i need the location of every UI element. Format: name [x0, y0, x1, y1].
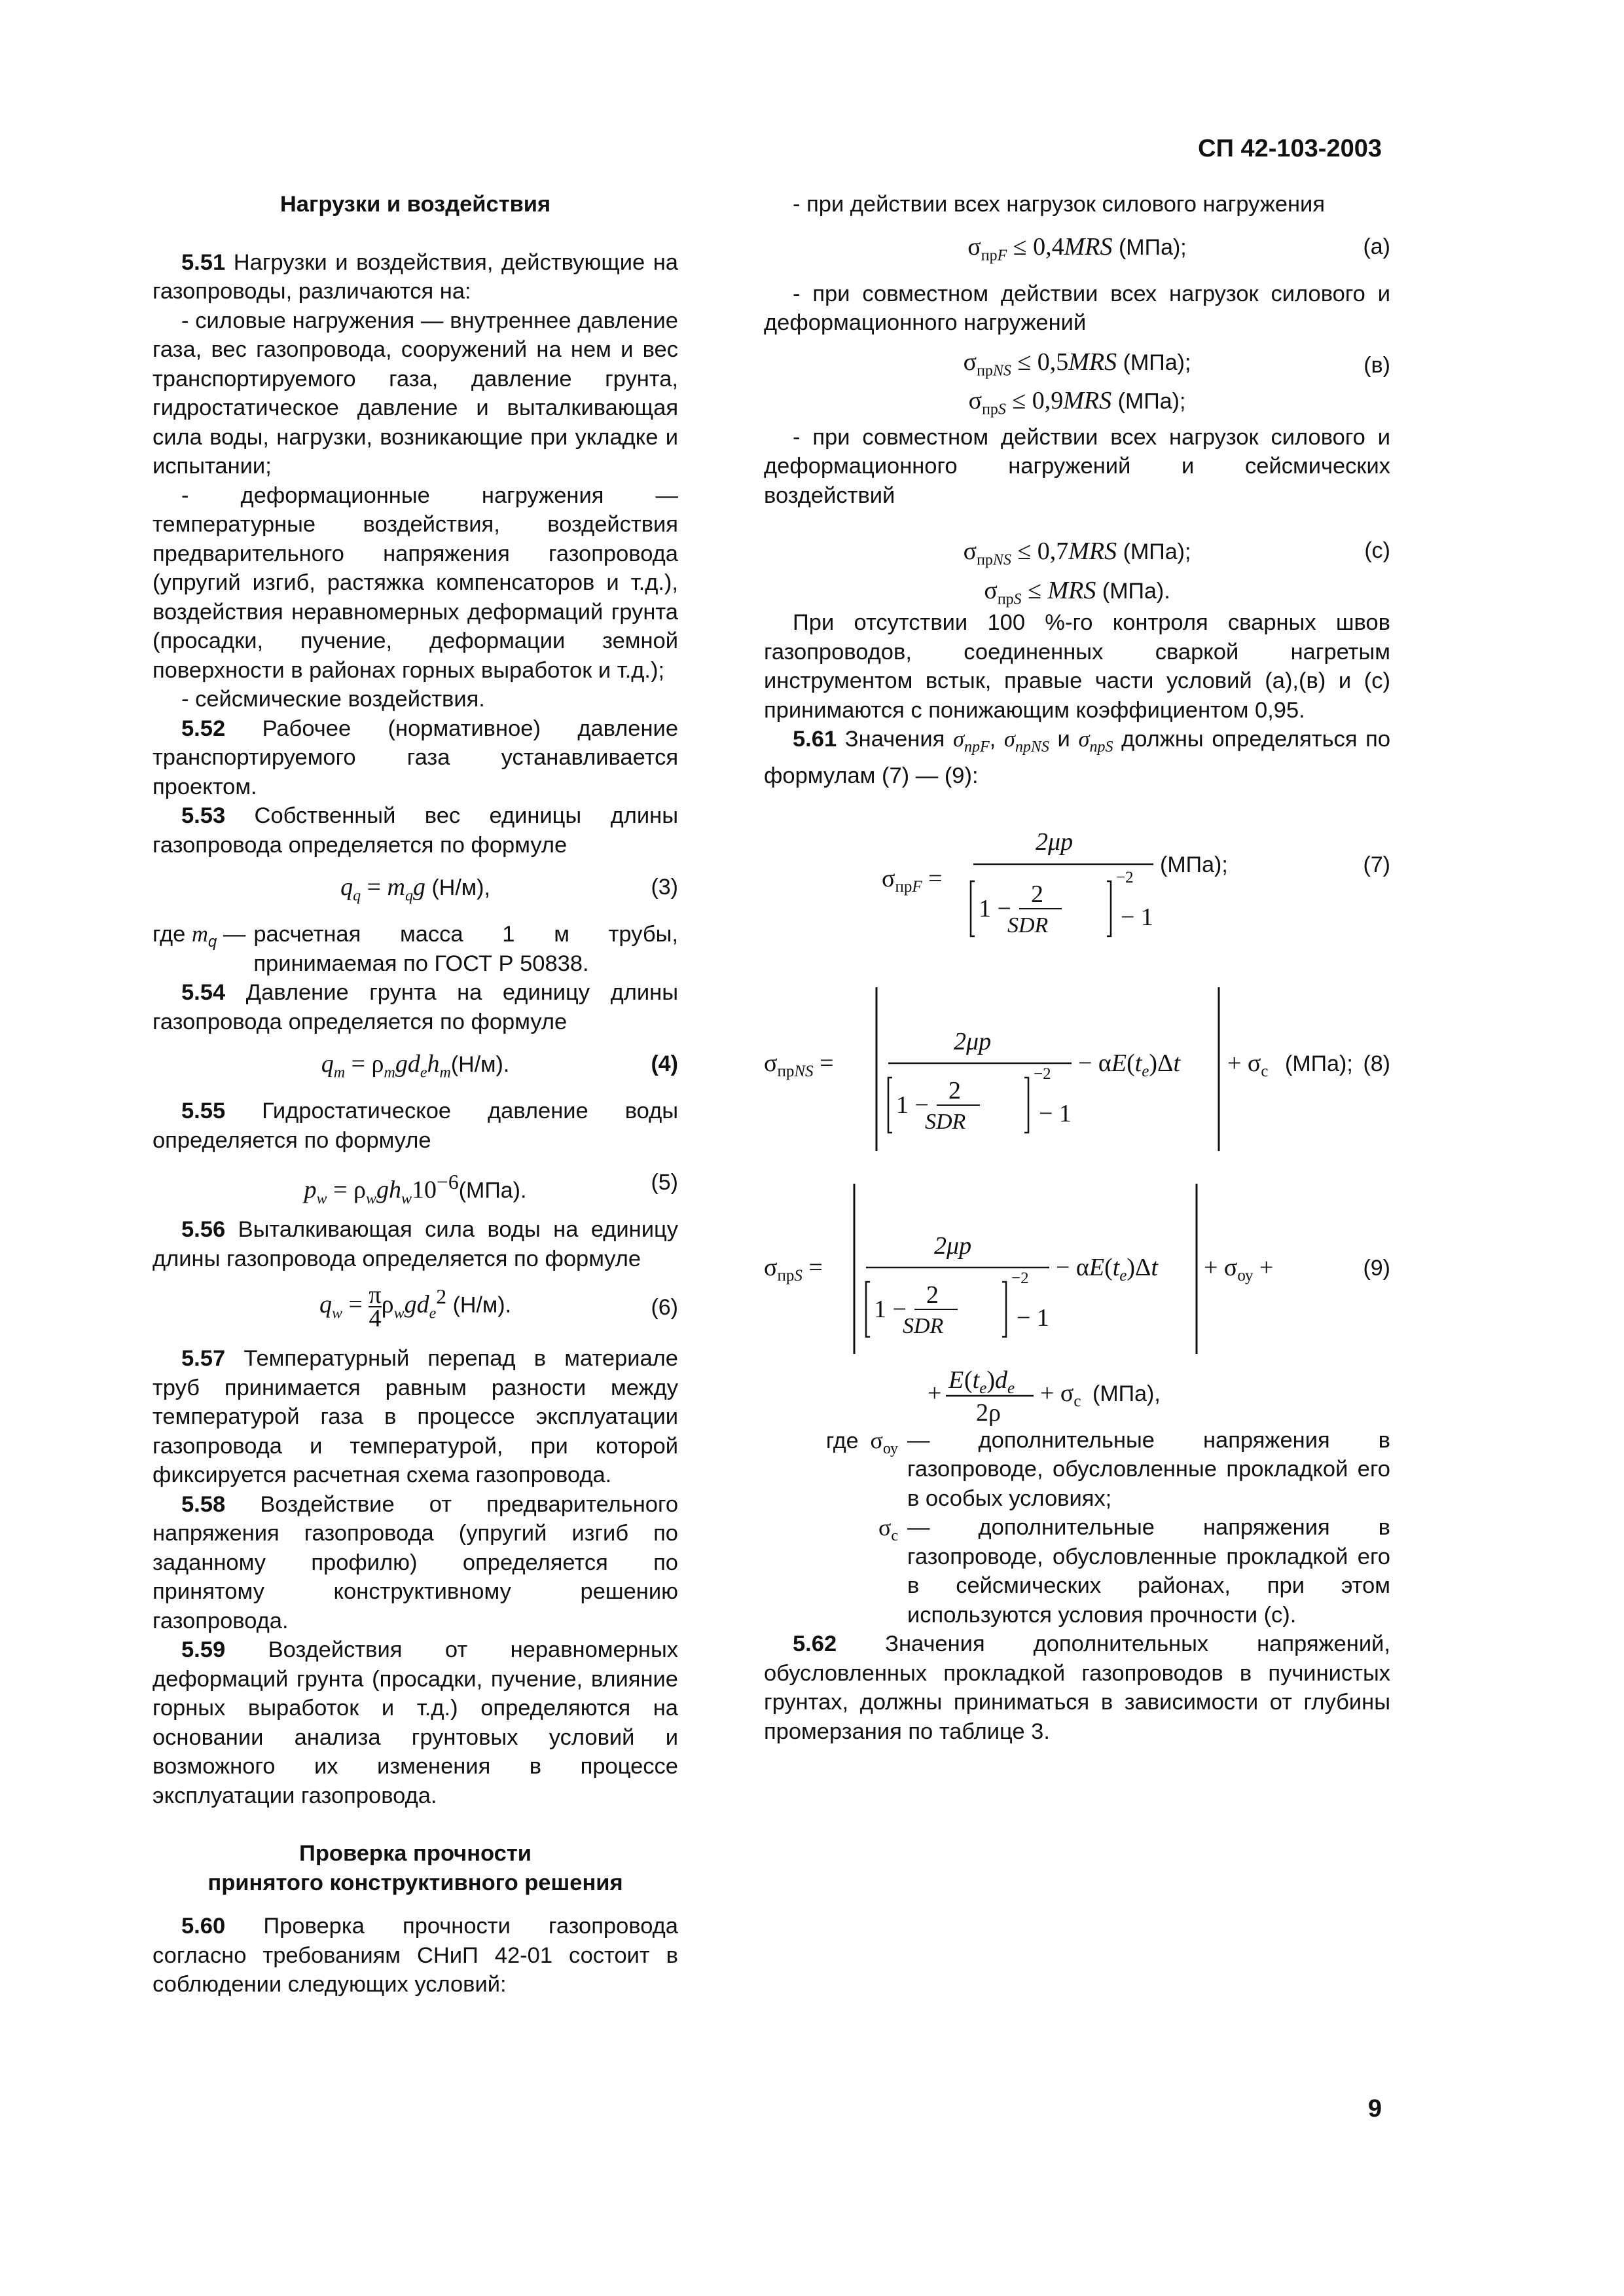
- clause-text: Выталкивающая сила воды на единицу длины газопровода определяется по формуле: [153, 1217, 679, 1271]
- svg-text:SDR: SDR: [1007, 913, 1049, 938]
- svg-text:E: E: [948, 1366, 964, 1394]
- definition-sigma-oy: [764, 1426, 1390, 1514]
- clause-number: 5.57: [181, 1346, 226, 1371]
- paragraph-5-53: [153, 801, 678, 860]
- svg-text:− 1: − 1: [1017, 1303, 1049, 1332]
- svg-text:2: 2: [926, 1281, 939, 1309]
- formula-9: [764, 1157, 1390, 1426]
- formula-5-expression: $p_w = \rho_wgh_w10^{-6}(МПа)$.: [304, 1171, 527, 1208]
- svg-text:1 −: 1 −: [874, 1295, 907, 1323]
- formula-8: [764, 961, 1390, 1157]
- paragraph-5-62: [764, 1630, 1390, 1746]
- formula-8-number: (8): [1363, 1051, 1390, 1076]
- formula-4-number: (4): [651, 1051, 678, 1076]
- list-item-force-loads: - силовые нагружения — внутреннее давление газа, вес газопровода, сооружений на нем и вес транспортируемого газа, давление грунта, гидростатическое давление и выталкивающая сила воды, нагрузки, возникающие при укладке и испытании;: [153, 308, 678, 479]
- condition-b: [764, 338, 1390, 423]
- condition-a: [764, 219, 1390, 280]
- svg-text:2μp: 2μp: [954, 1027, 992, 1055]
- where-m-q: [153, 920, 678, 978]
- svg-text:− αE(te)Δt: − $\alpha E(t_e)\Delta t$: [1078, 1049, 1181, 1080]
- clause-number: 5.52: [181, 716, 226, 741]
- svg-text:(te)de: $(t_e)d_e$: [964, 1366, 1015, 1397]
- condition-c-label: (с): [1364, 538, 1390, 563]
- document-code: СП 42-103-2003: [1198, 135, 1382, 162]
- formula-7-number: (7): [1363, 852, 1390, 877]
- paragraph-5-54: [153, 978, 678, 1036]
- list-item-seismic: - сейсмические воздействия.: [181, 687, 485, 712]
- formula-6-number: (6): [651, 1295, 678, 1320]
- condition-c-expression: $\sigma_{прNS} \le 0,7MRS$ (МПа); $\sigma_{прS}$ ≤ MRS (МПа).: [963, 538, 1191, 608]
- formula-4: [153, 1036, 678, 1097]
- definition-symbol: $\sigma_с$: [878, 1514, 898, 1545]
- paragraph-5-59: [153, 1635, 678, 1810]
- clause-text: Нагрузки и воздействия, действующие на газопроводы, различаются на:: [153, 249, 678, 304]
- definition-symbol: где $\sigma_{оу}$: [825, 1427, 898, 1458]
- formula-3-number: (3): [651, 875, 678, 900]
- formula-9-number: (9): [1363, 1255, 1390, 1281]
- right-column: [764, 190, 1390, 1746]
- svg-text:1 −: 1 −: [979, 894, 1011, 922]
- svg-text:σпрNS =: $\sigma_{пр}NS$ =: [764, 1049, 834, 1080]
- clause-text: Давление грунта на единицу длины газопровода определяется по формуле: [153, 980, 678, 1034]
- svg-text:+ σоу +: + $\sigma_{оу}$ +: [1204, 1253, 1274, 1285]
- clause-number: 5.61: [793, 727, 837, 752]
- svg-text:σпрS =: $\sigma_{пр}S$ =: [764, 1253, 823, 1285]
- clause-number: 5.55: [181, 1099, 226, 1123]
- clause-text: Температурный перепад в материале труб принимается равным разности между температурой газа в процессе эксплуатации газопровода и температурой, при которой фиксируется расчетная схема газопровода.: [153, 1346, 678, 1487]
- condition-a-label: (а): [1363, 234, 1390, 259]
- paragraph-5-51: [153, 248, 678, 306]
- svg-text:1 −: 1 −: [896, 1091, 929, 1119]
- clause-number: 5.60: [181, 1914, 226, 1939]
- clause-number: 5.58: [181, 1491, 226, 1517]
- svg-text:2: 2: [948, 1076, 961, 1104]
- clause-text: Рабочее (нормативное) давление транспортируемого газа устанавливается проектом.: [153, 716, 679, 799]
- paragraph-5-52: [153, 714, 678, 802]
- left-column: [153, 190, 678, 1999]
- note-welding-coefficient: При отсутствии 100 %-го контроля сварных швов газопроводов, соединенных сваркой нагретым инструментом встык, правые части условий (а),(в) и (с) принимаются с понижающим коэффициентом 0,95.: [764, 610, 1390, 723]
- formula-6-expression: $q_w$ = $\frac{\pi}{4}$ $\rho_wgd_e^2$ (Н/м).: [319, 1281, 512, 1332]
- svg-text:2: 2: [1031, 880, 1043, 908]
- where-definition: расчетная масса 1 м трубы, принимаемая по ГОСТ Р 50838.: [253, 922, 678, 976]
- svg-text:+ σс: + $\sigma_с$: [1227, 1049, 1269, 1080]
- svg-text:2μp: 2μp: [934, 1231, 972, 1260]
- paragraph-5-55: [153, 1097, 678, 1155]
- condition-b-expression: $\sigma_{прNS} \le 0,5MRS$ (МПа); $\sigma_{прS} \le 0,9MRS$ (МПа);: [963, 348, 1191, 418]
- formula-7: [764, 791, 1390, 961]
- clause-text: Воздействие от предварительного напряжения газопровода (упругий изгиб по заданному профилю) определяется по принятому конструктивному решению газопровода.: [153, 1491, 679, 1633]
- clause-number: 5.51: [181, 249, 226, 275]
- clause-number: 5.54: [181, 980, 226, 1005]
- paragraph-5-58: [153, 1490, 678, 1636]
- svg-text:−2: −2: [1034, 1065, 1051, 1083]
- formula-7-unit: (МПа);: [1160, 852, 1228, 877]
- clause-number: 5.53: [181, 803, 226, 828]
- condition-c-text: - при совместном действии всех нагрузок силового и деформационного нагружений и сейсмических воздействий: [764, 424, 1390, 508]
- formula-5: [153, 1155, 678, 1215]
- clause-text: Воздействия от неравномерных деформаций грунта (просадки, пучение, влияние горных выработок и т.д.) определяются на основании анализа грунтовых условий и возможного их изменения в процессе эксплуатации газопровода.: [153, 1637, 678, 1808]
- paragraph-5-60: [153, 1912, 678, 1999]
- page-number: 9: [1367, 2095, 1382, 2123]
- condition-a-text: - при действии всех нагрузок силового нагружения: [793, 192, 1326, 217]
- clause-number: 5.56: [181, 1217, 226, 1242]
- formula-3-expression: $q_q = m_qg$ (Н/м),: [340, 873, 490, 905]
- condition-c: [764, 510, 1390, 608]
- svg-text:− 1: − 1: [1121, 903, 1153, 931]
- clause-text: Проверка прочности газопровода согласно требованиям СНиП 42-01 состоит в соблюдении следующих условий:: [153, 1914, 678, 1997]
- svg-text:SDR: SDR: [903, 1313, 944, 1338]
- condition-b-text: - при совместном действии всех нагрузок силового и деформационного нагружений: [764, 281, 1390, 335]
- svg-text:SDR: SDR: [925, 1109, 966, 1134]
- definition-sigma-c: [764, 1513, 1390, 1630]
- formula-9-unit: (МПа),: [1092, 1381, 1161, 1406]
- clause-number: 5.59: [181, 1637, 226, 1662]
- definition-text: — дополнительные напряжения в газопроводе, обусловленные прокладкой его в особых условиях;: [907, 1427, 1390, 1511]
- svg-text:−2: −2: [1116, 868, 1134, 886]
- svg-text:σпрF =: $\sigma_{пр}F$ =: [882, 864, 943, 896]
- formula-6: [153, 1273, 678, 1344]
- clause-text: Гидростатическое давление воды определяется по формуле: [153, 1099, 678, 1153]
- clause-text: Собственный вес единицы длины газопровода определяется по формуле: [153, 803, 678, 858]
- formula-8-unit: (МПа);: [1285, 1051, 1353, 1076]
- svg-text:− αE(te)Δt: − $\alpha E(t_e)\Delta t$: [1056, 1253, 1159, 1285]
- definition-text: — дополнительные напряжения в газопроводе, обусловленные прокладкой его в сейсмических районах, при этом используются условия прочности (с).: [907, 1515, 1390, 1628]
- section-heading-loads: Нагрузки и воздействия: [280, 192, 551, 217]
- clause-number: 5.62: [793, 1631, 837, 1657]
- clause-text: Значения дополнительных напряжений, обусловленных прокладкой газопроводов в пучинистых грунтах, должны приниматься в зависимости от глубины промерзания по таблице 3.: [764, 1631, 1390, 1744]
- condition-b-label: (в): [1363, 352, 1390, 378]
- formula-4-expression: $q_m = \rho_mgd_eh_m(Н/м)$.: [321, 1050, 510, 1082]
- svg-text:−2: −2: [1011, 1269, 1029, 1287]
- section-heading-strength-check: Проверка прочности принятого конструктивного решения: [208, 1841, 623, 1895]
- formula-3: [153, 860, 678, 920]
- svg-text:+: +: [928, 1379, 942, 1407]
- where-label: где $m_q$ —: [153, 922, 246, 951]
- paragraph-5-61: 5.61 Значения $\sigma_{прF}$, $\sigma_{прNS}$ и $\sigma_{прS}$ должны определяться по формулам (7) — (9):: [764, 727, 1391, 789]
- condition-a-expression: $\sigma_{прF} \le 0,4MRS$ (МПа);: [967, 232, 1187, 264]
- svg-text:+ σс: + $\sigma_с$: [1040, 1379, 1081, 1410]
- paragraph-5-56: [153, 1215, 678, 1273]
- svg-text:− 1: − 1: [1039, 1099, 1072, 1127]
- svg-text:2μp: 2μp: [1036, 828, 1074, 856]
- formula-5-number: (5): [651, 1170, 678, 1195]
- svg-text:2ρ: 2ρ: [976, 1398, 1001, 1426]
- list-item-deformation-loads: - деформационные нагружения — температурные воздействия, воздействия предварительного напряжения газопровода (упругий изгиб, растяжка компенсаторов и т.д.), воздействия неравномерных деформаций грунта (просадки, пучение, деформации земной поверхности в районах горных выработок и т.д.);: [153, 483, 678, 683]
- paragraph-5-57: [153, 1344, 678, 1490]
